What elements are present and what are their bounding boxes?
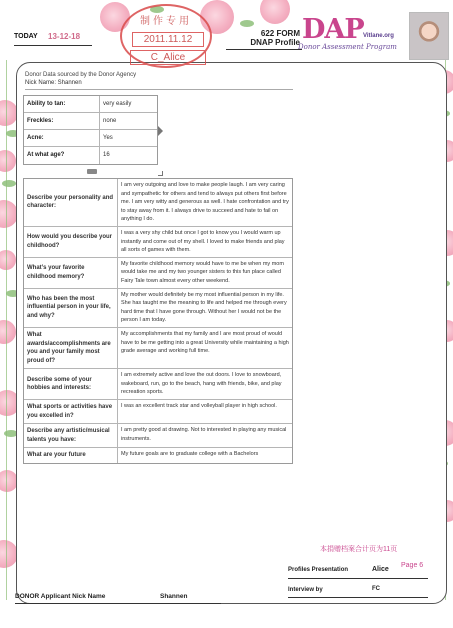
attribute-key: Ability to tan: [24,96,100,112]
page-number: Page 6 [401,562,424,569]
flower-decoration [0,250,16,270]
answer-cell: My accomplishments that my family and I are most proud of would have to be me getting into a great University while maintaining a high grade average and working full time. [121,330,289,355]
question-cell: What awards/accomplishments are you and your family most proud of? [24,328,118,368]
today-label: TODAY [14,33,38,40]
form-title-underline [226,49,302,50]
table-row [24,289,292,328]
table-row [24,400,292,424]
attribute-key: At what age? [24,147,100,164]
table-row [24,328,292,369]
divider [25,89,293,90]
table-add-row-icon[interactable] [87,169,97,174]
today-date: 13-12-18 [48,32,81,41]
table-row [24,96,157,113]
question-cell: What are your future [24,448,118,463]
questionnaire-table [23,178,293,464]
question-cell: Describe your personality and character: [24,179,118,226]
table-row [24,179,292,227]
stamp-title: 制作专用 [140,16,192,27]
answer-cell: My future goals are to graduate college with a Bachelors [121,451,259,458]
attributes-table [23,95,158,165]
dap-logo: DAP [302,14,364,45]
donor-underline [15,603,221,604]
profiles-underline [288,578,428,579]
dap-logo-site: Vitlane.org [363,33,394,39]
table-row [24,369,292,400]
answer-cell: I am extremely active and love the out doors. I love to snowboard, wakeboard, run, go to the beach, hang with friends, bike, and play recreation sports. [121,372,282,396]
flower-decoration [0,150,16,172]
production-stamp [120,4,212,68]
nick-name-line: Nick Name: Shannen [25,80,82,86]
stamp-name: C_Alice [130,50,206,65]
question-cell: What’s your favorite childhood memory? [24,258,118,288]
answer-cell: I am pretty good at drawing. Not to interested in playing any musical instruments. [121,427,287,442]
answer-cell: I am very outgoing and love to make people laugh. I am very caring and sympathetic for others and tend to always put others first before me. I am very witty and generous as well. I hate confrontation and try to stay away from it. I always drive to succeed and hate to fail on anything I do. [121,182,289,223]
dap-logo-subtitle: Donor Assessment Program [298,43,397,51]
interview-by-value: FC [372,586,380,592]
attribute-key: Acne: [24,130,100,146]
attribute-value: 16 [103,152,110,158]
attribute-value: Yes [103,135,113,141]
section-subheading: Donor Data sourced by the Donor Agency [25,72,137,78]
donor-nick-name-label: DONOR Applicant Nick Name [15,593,106,600]
interview-by-label: Interview by [288,587,323,593]
today-underline [14,45,92,46]
table-row [24,448,292,463]
table-row [24,113,157,130]
answer-cell: I was a very shy child but once I got to know you I would warm up instantly and come out of my shell. I loved to make friends and play all sorts of games with them. [121,229,285,254]
attribute-value: very easily [103,101,132,107]
question-cell: Describe some of your hobbies and interests: [24,369,118,399]
leaf-decoration [2,180,16,187]
flower-decoration [0,320,16,344]
answer-cell: My favorite childhood memory would have to me be when my mom would take me and my two younger sisters to this fun place called Fairy Tale town almost every other weekend. [121,260,284,284]
table-row [24,258,292,289]
attribute-key: Freckles: [24,113,100,129]
vine-decoration [6,60,7,600]
question-cell: What sports or activities have you excelled in? [24,400,118,423]
table-row [24,424,292,448]
table-row [24,227,292,258]
page-count-note: 本捐赠档案合计页为11页 [320,546,398,553]
table-row [24,130,157,147]
table-resize-handle-icon[interactable] [158,171,163,176]
question-cell: How would you describe your childhood? [24,227,118,257]
question-cell: Who has been the most influential person in your life, and why? [24,289,118,327]
form-subtitle: DNAP Profile [250,38,300,47]
form-title: 622 FORM [260,29,300,38]
donor-photo [409,12,449,60]
answer-cell: My mother would definitely be my most influential person in my life. She has taught me the meaning to life and helped me through every hard time that I have gone through. Without her I would not be the person I am today. [121,291,287,324]
question-cell: Describe any artistic/musical talents you have: [24,424,118,447]
donor-nick-name-value: Shannen [160,593,188,600]
profiles-presentation-value: Alice [372,566,389,573]
profiles-presentation-label: Profiles Presentation [288,567,349,573]
interview-underline [288,597,428,598]
attribute-value: none [103,118,117,124]
page-header [0,0,453,70]
table-row [24,147,157,164]
stamp-date: 2011.11.12 [132,32,204,47]
answer-cell: I was an excellent track star and volleyball player in high school. [121,403,277,410]
